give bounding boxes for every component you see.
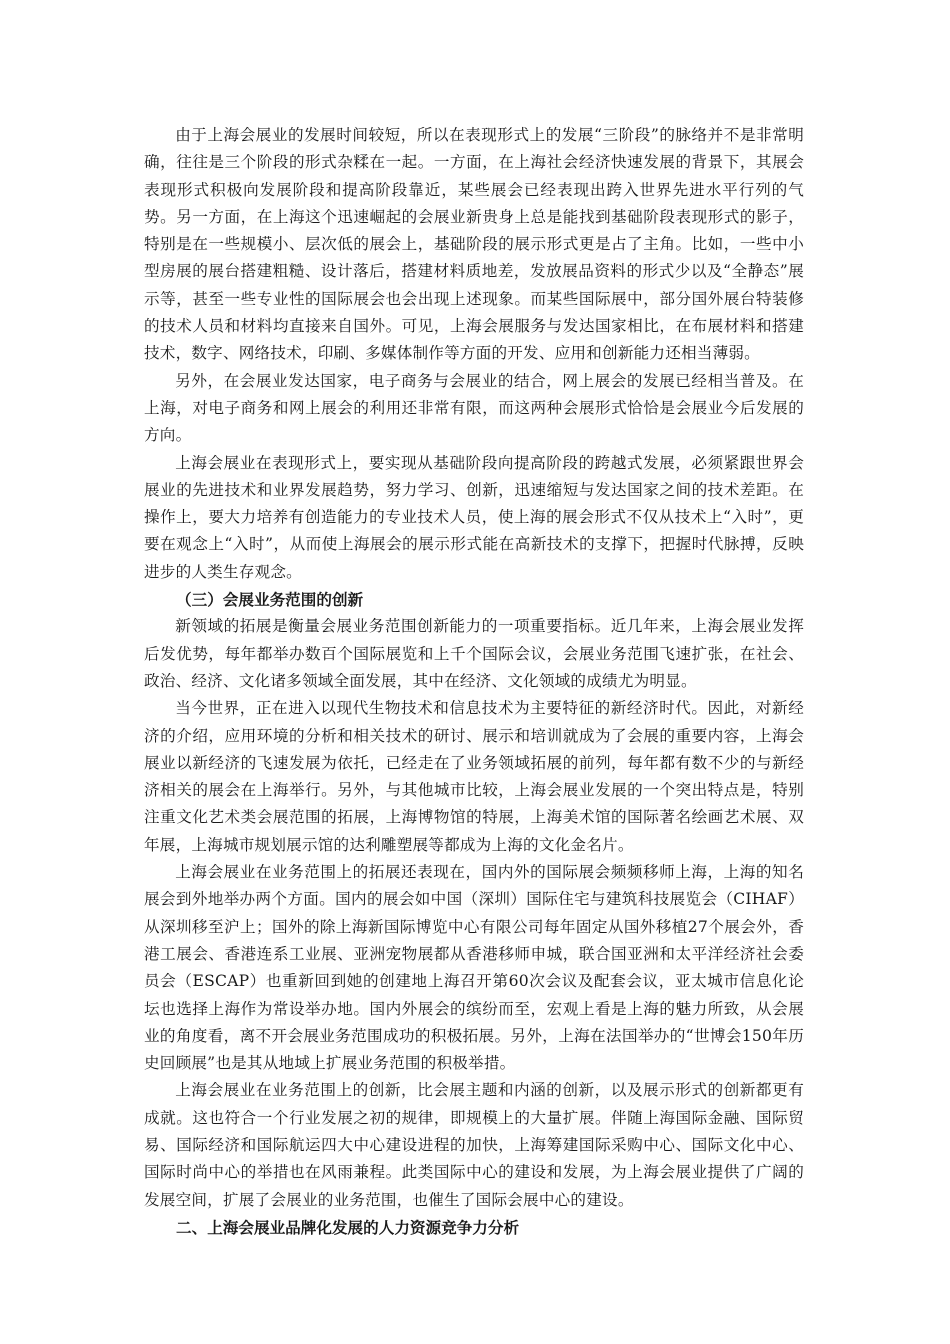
section-heading: （三）会展业务范围的创新 (176, 590, 364, 610)
paragraph: 由于上海会展业的发展时间较短，所以在表现形式上的发展“三阶段”的脉络并不是非常明确，往往是三个阶段的形式杂糅在一起。一方面，在上海社会经济快速发展的背景下，其展会表现形式积极向发展阶段和提高阶段靠近，某些展会已经表现出跨入世界先进水平行列的气势。另一方面，在上海这个迅速崛起的会展业新贵身上总是能找到基础阶段表现形式的影子，特别是在一些规模小、层次低的展会上，基础阶段的展示形式更是占了主角。比如，一些中小型房展的展台搭建粗糙、设计落后，搭建材料质地差，发放展品资料的形式少以及“全静态”展示等，甚至一些专业性的国际展会也会出现上述现象。而某些国际展中，部分国外展台特装修的技术人员和材料均直接来自国外。可见，上海会展服务与发达国家相比，在布展材料和搭建技术，数字、网络技术，印刷、多媒体制作等方面的开发、应用和创新能力还相当薄弱。 (144, 126, 804, 363)
paragraph: 新领域的拓展是衡量会展业务范围创新能力的一项重要指标。近几年来，上海会展业发挥后发优势，每年都举办数百个国际展览和上千个国际会议，会展业务范围飞速扩张，在社会、政治、经济、文化诸多领域全面发展，其中在经济、文化领域的成绩尤为明显。 (144, 617, 804, 690)
paragraph: 上海会展业在业务范围上的创新，比会展主题和内涵的创新，以及展示形式的创新都更有成就。这也符合一个行业发展之初的规律，即规模上的大量扩展。伴随上海国际金融、国际贸易、国际经济和国际航运四大中心建设进程的加快，上海筹建国际采购中心、国际文化中心、国际时尚中心的举措也在风雨兼程。此类国际中心的建设和发展，为上海会展业提供了广阔的发展空间，扩展了会展业的业务范围，也催生了国际会展中心的建设。 (144, 1081, 804, 1209)
chapter-heading: 二、上海会展业品牌化发展的人力资源竞争力分析 (176, 1217, 520, 1237)
paragraph: 另外，在会展业发达国家，电子商务与会展业的结合，网上展会的发展已经相当普及。在上海，对电子商务和网上展会的利用还非常有限，而这两种会展形式恰恰是会展业今后发展的方向。 (144, 371, 804, 445)
document-page (144, 122, 804, 1241)
paragraph: 上海会展业在业务范围上的拓展还表现在，国内外的国际展会频频移师上海，上海的知名展会到外地举办两个方面。国内的展会如中国（深圳）国际住宅与建筑科技展览会（CIHAF）从深圳移至沪上；国外的除上海新国际博览中心有限公司每年固定从国外移植27个展会外，香港工展会、香港连系工业展、亚洲宠物展都从香港移师申城，联合国亚洲和太平洋经济社会委员会（ESCAP）也重新回到她的创建地上海召开第60次会议及配套会议，亚太城市信息化论坛也选择上海作为常设举办地。国内外展会的缤纷而至，宏观上看是上海的魅力所致，从会展业的角度看，离不开会展业务范围成功的积极拓展。另外，上海在法国举办的“世博会150年历史回顾展”也是其从地域上扩展业务范围的积极举措。 (144, 863, 804, 1073)
paragraph: 当今世界，正在进入以现代生物技术和信息技术为主要特征的新经济时代。因此，对新经济的介绍，应用环境的分析和相关技术的研讨、展示和培训就成为了会展的重要内容，上海会展业以新经济的飞速发展为依托，已经走在了业务领域拓展的前列，每年都有数不少的与新经济相关的展会在上海举行。另外，与其他城市比较，上海会展业发展的一个突出特点是，特别注重文化艺术类会展范围的拓展，上海博物馆的特展，上海美术馆的国际著名绘画艺术展、双年展，上海城市规划展示馆的达利雕塑展等都成为上海的文化金名片。 (144, 699, 804, 854)
paragraph: 上海会展业在表现形式上，要实现从基础阶段向提高阶段的跨越式发展，必须紧跟世界会展业的先进技术和业界发展趋势，努力学习、创新，迅速缩短与发达国家之间的技术差距。在操作上，要大力培养有创造能力的专业技术人员，使上海的展会形式不仅从技术上“入时”，更要在观念上“入时”，从而使上海展会的展示形式能在高新技术的支撑下，把握时代脉搏，反映进步的人类生存观念。 (144, 453, 804, 581)
